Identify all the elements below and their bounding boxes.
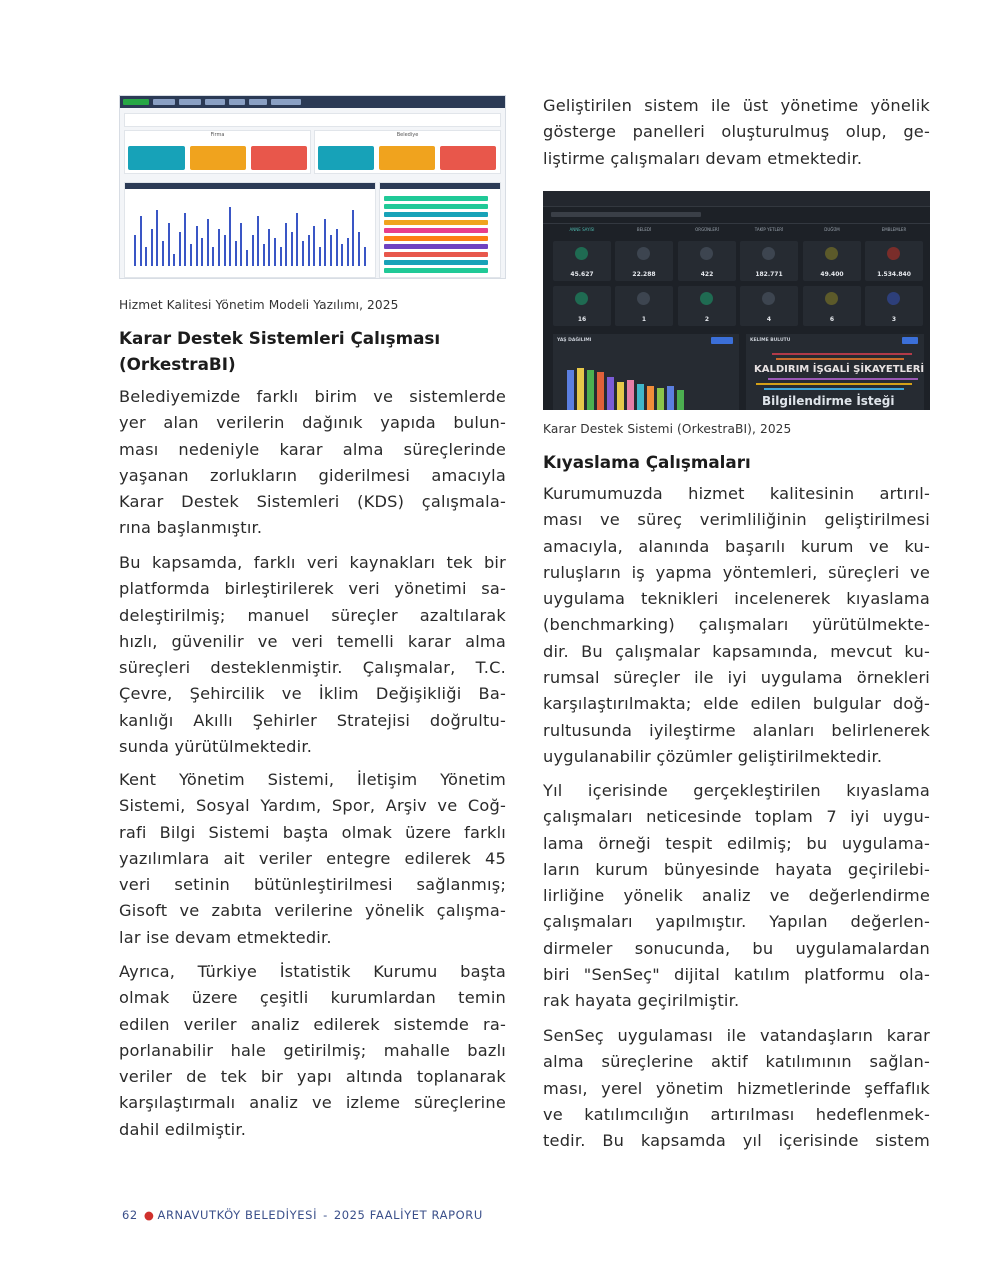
text-line: Karar Destek Sistemleri (KDS) çalışmala- (119, 492, 506, 512)
screenshot-bar (319, 247, 321, 266)
text-line: dahil edilmiştir. (119, 1119, 247, 1139)
text-line: ruluşların iş yapma yöntemleri, süreçleri ve (543, 562, 930, 582)
tab: ORGÜNLERİ (695, 227, 719, 232)
text-line: rak hayata geçirilmiştir. (543, 991, 740, 1011)
text-line: tedir. Bu kapsamda yıl içerisinde sistem (543, 1131, 930, 1151)
screenshot-bar (252, 235, 254, 266)
text-line: ması nedeniyle karar alma süreçlerinde (119, 439, 506, 459)
text-line: rına başlanmıştır. (119, 518, 263, 538)
text-line: rultusunda iyileştirme alanları belirlenerek (543, 720, 930, 740)
tab: EMBLEMLER (881, 227, 907, 232)
text-line: amacıyla, alanında başarılı kurum ve ku- (543, 536, 930, 556)
figure-hizmet-kalitesi-screenshot (119, 95, 506, 279)
screenshot-bar (274, 238, 276, 266)
age-distribution-panel (553, 334, 739, 410)
screenshot-bar (184, 213, 186, 266)
screenshot-bar (173, 254, 175, 266)
text-line: Gisoft ve zabıta verilerine yönelik çalışma- (119, 901, 506, 921)
screenshot-bar (358, 232, 360, 266)
screenshot-bar (212, 247, 214, 266)
figure1-caption: Hizmet Kalitesi Yönetim Modeli Yazılımı, 2025 (119, 298, 399, 312)
firma-panel-title: Firma (210, 132, 225, 138)
text-line: uygulama teknikleri incelenerek kıyaslama (543, 589, 930, 609)
kpi-value: 49.400 (820, 271, 844, 278)
text-line: ların kurum bünyesinde hayata geçirilebi- (543, 859, 930, 879)
text-line: kanlığı Akıllı Şehirler Stratejisi doğrultu- (119, 710, 506, 730)
screenshot-bar (347, 238, 349, 266)
screenshot-bar (235, 241, 237, 266)
paragraph-dashboard-intro (543, 93, 930, 172)
text-line: rafi Bilgi Sistemi başta olmak üzere farklı (119, 822, 506, 842)
screenshot-bar (168, 223, 170, 266)
text-line: Belediyemizde farklı birim ve sistemlerde (119, 387, 506, 406)
text-line: lar ise devam etmektedir. (119, 927, 332, 947)
screenshot-header-card (124, 113, 501, 127)
screenshot-bar (246, 250, 248, 266)
heading-line: Karar Destek Sistemleri Çalışması (119, 328, 441, 348)
screenshot-bar (240, 223, 242, 266)
screenshot-bar (162, 241, 164, 266)
screenshot-bar (218, 229, 220, 266)
text-line: veri setinin bütünleştirilmesi sağlanmış; (119, 875, 506, 895)
text-line: gösterge panelleri oluşturulmuş olup, ge- (543, 122, 930, 142)
text-line: liştirme çalışmaları devam etmektedir. (543, 148, 863, 168)
text-line: dir. Bu çalışmalar kapsamında, mevcut ku- (543, 641, 930, 661)
text-line: süreçleri desteklenmiştir. Çalışmalar, T.C. (119, 658, 506, 678)
text-line: Bu kapsamda, farklı veri kaynakları tek bir (119, 553, 506, 572)
text-line: Ayrıca, Türkiye İstatistik Kurumu başta (119, 962, 506, 981)
screenshot-bar (196, 226, 198, 266)
text-line: hızlı, güvenilir ve veri temelli karar alma (119, 631, 506, 651)
footer-organization: ARNAVUTKÖY BELEDİYESİ (157, 1208, 318, 1222)
text-line: olmak üzere çeşitli kurumlardan temin (119, 988, 506, 1008)
screenshot-bar (207, 219, 209, 266)
screenshot-bar (302, 241, 304, 266)
text-line: lama örneği tespit edilmiş; bu uygulama- (543, 833, 930, 853)
screenshot-bar (201, 238, 203, 266)
paragraph-good-practices (543, 778, 930, 1015)
text-line: yer alan verilerin dağınık yapıda bulun- (119, 413, 506, 433)
text-line: sunda yürütülmektedir. (119, 737, 313, 757)
kpi-value: 2 (704, 316, 710, 323)
screenshot-bar (156, 210, 158, 266)
screenshot-bar (268, 229, 270, 266)
text-line: veriler de tek bir yapı altında toplanarak (119, 1067, 506, 1087)
screenshot-bar (179, 232, 181, 266)
screenshot-navbar (120, 96, 505, 108)
screenshot-bar (308, 235, 310, 266)
word-cloud-panel (746, 334, 924, 410)
section-heading-kiyaslama: Kıyaslama Çalışmaları (543, 452, 751, 472)
text-line: rumsal süreçler ile iyi uygulama örnekleri (543, 668, 930, 688)
footer-report-title: 2025 FAALİYET RAPORU (333, 1208, 483, 1222)
paragraph-kds-scope (119, 550, 506, 760)
text-line: ve katılımcılığın artırılması hedeflenmek- (543, 1104, 930, 1124)
text-line: Kurumumuzda hizmet kalitesinin artırıl- (543, 484, 930, 503)
screenshot-bar (263, 244, 265, 266)
text-line: karşılaştırmalı analiz ve izleme süreçlerine (119, 1093, 506, 1113)
paragraph-benchmarking (543, 481, 930, 770)
screenshot-bar (224, 235, 226, 266)
text-line: ması ve süreç verimliliğinin geliştirilmesi (543, 510, 930, 530)
text-line: çalışmaları yapılmıştır. Yapılan değerlen- (543, 912, 930, 932)
screenshot-bar (296, 213, 298, 266)
screenshot-bar (364, 247, 366, 266)
panel-title: KELİME BULUTU (750, 338, 791, 343)
text-line: Kent Yönetim Sistemi, İletişim Yönetim (119, 770, 506, 789)
text-line: (benchmarking) çalışmaları yürütülmekte- (543, 615, 930, 635)
screenshot-bar (257, 216, 259, 266)
text-line: dirmeler sonucunda, bu uygulamalardan (543, 938, 930, 958)
kpi-value: 4 (766, 316, 772, 323)
text-line: platformda birleştirilerek veri yönetimi sa- (119, 579, 506, 599)
paragraph-kds-integration (119, 767, 506, 951)
screenshot-bar (134, 235, 136, 266)
screenshot-bar (313, 226, 315, 266)
word-cloud-main: KALDIRIM İŞGALİ ŞİKAYETLERİ (754, 364, 925, 375)
screenshot-bar (190, 244, 192, 266)
screenshot-bar (285, 223, 287, 266)
kpi-value: 45.627 (570, 271, 594, 278)
text-line: Geliştirilen sistem ile üst yönetime yönelik (543, 96, 930, 115)
kpi-value: 6 (829, 316, 835, 323)
kpi-value: 1 (641, 316, 647, 323)
kpi-value: 22.288 (632, 271, 656, 278)
kpi-value: 422 (700, 271, 714, 278)
text-line: Sistemi, Sosyal Yardım, Spor, Arşiv ve Coğ- (119, 796, 506, 816)
text-line: alma süreçlerine aktif katılımının sağlan- (543, 1052, 930, 1072)
tab: BELEDİ (636, 227, 652, 232)
kpi-value: 16 (577, 316, 587, 323)
page-footer (122, 1208, 483, 1222)
text-line: Yıl içerisinde gerçekleştirilen kıyaslama (543, 781, 930, 800)
text-line: çalışmaları neticesinde toplam 7 iyi uygu- (543, 807, 930, 827)
footer-separator: - (323, 1208, 328, 1222)
screenshot-bar (280, 247, 282, 266)
text-line: porlanabilir hale getirilmiş; mahalle bazlı (119, 1040, 506, 1060)
kpi-value: 182.771 (755, 271, 783, 278)
screenshot-bar (324, 219, 326, 266)
paragraph-kds-tuik (119, 959, 506, 1143)
tab: DUĞÜM (824, 227, 840, 232)
heading-line: (OrkestraBI) (119, 354, 236, 374)
text-line: edilen veriler analiz edilerek sistemde ra- (119, 1014, 506, 1034)
screenshot-bar (229, 207, 231, 266)
tab: TAKİP YETLERİ (754, 227, 784, 232)
paragraph-senec (543, 1023, 930, 1154)
text-line: karşılaştırılmakta; elde edilen bulgular doğ- (543, 694, 930, 714)
figure2-caption: Karar Destek Sistemi (OrkestraBI), 2025 (543, 422, 792, 436)
kpi-value: 1.534.840 (877, 271, 911, 278)
screenshot-bar (145, 247, 147, 266)
screenshot-bar (291, 232, 293, 266)
screenshot-bar (341, 244, 343, 266)
text-line: biri "SenSeç" dijital katılım platformu ola- (543, 965, 930, 985)
paragraph-kds-intro (119, 384, 506, 542)
bullet-icon: ● (143, 1208, 155, 1222)
kpi-value: 3 (891, 316, 897, 323)
tab: ANNE SAYISI (569, 227, 595, 232)
page-number: 62 (122, 1208, 138, 1222)
text-line: lirliğine yönelik analiz ve değerlendirme (543, 886, 930, 906)
screenshot-bar (151, 229, 153, 266)
section-heading-kds (119, 325, 506, 377)
screenshot-bar (330, 235, 332, 266)
text-line: SenSeç uygulaması ile vatandaşların karar (543, 1026, 930, 1045)
text-line: yaşanan zorlukların giderilmesi amacıyla (119, 465, 506, 485)
figure-orkestrabi-screenshot (543, 191, 930, 410)
text-line: deleştirilmiş; manuel süreçler azaltılarak (119, 605, 506, 625)
word-cloud-bottom: Bilgilendirme İsteği (762, 394, 895, 408)
text-line: yazılımlara ait veriler entegre edilerek 45 (119, 848, 506, 868)
screenshot-bar (336, 229, 338, 266)
text-line: Çevre, Şehircilik ve İklim Değişikliği Ba- (119, 684, 506, 704)
screenshot-topbar (543, 191, 930, 207)
belediye-panel-title: Belediye (396, 132, 419, 138)
text-line: uygulanabilir çözümler geliştirilmektedir. (543, 746, 883, 766)
screenshot-bar (140, 216, 142, 266)
panel-title: YAŞ DAĞILIMI (557, 338, 592, 343)
text-line: ması, yerel yönetim hizmetlerinde şeffaflık (543, 1078, 930, 1098)
screenshot-bar (352, 210, 354, 266)
